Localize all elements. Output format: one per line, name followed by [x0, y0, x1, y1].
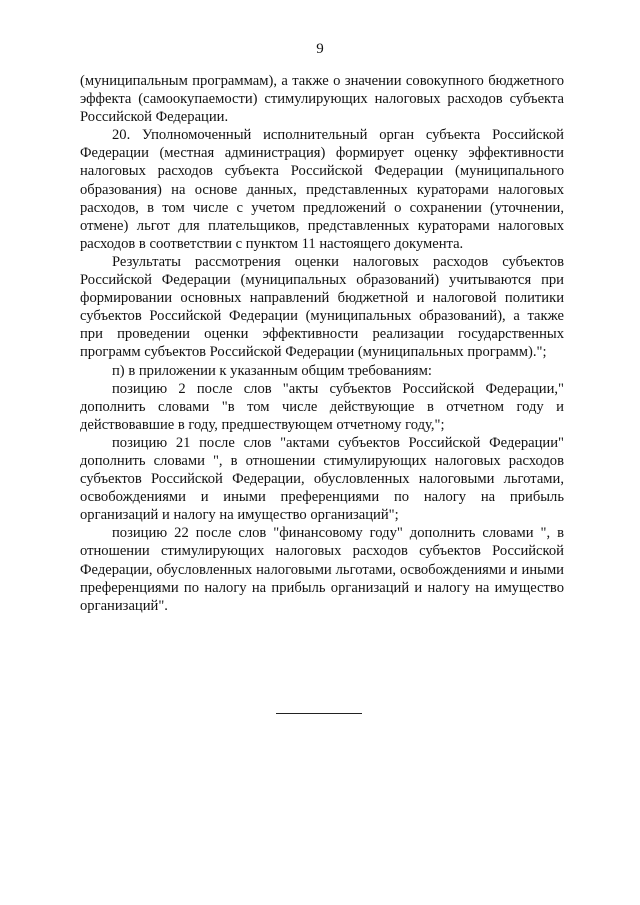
- paragraph-results: Результаты рассмотрения оценки налоговых расходов субъектов Российской Федерации (муниципальных образований) учитываются при формировании основных направлений бюджетной и налоговой политики субъектов Российской Федерации (муниципальных образований), а также при проведении оценки эффективности реализации государственных программ субъектов Российской Федерации (муниципальных программ).";: [80, 253, 564, 361]
- paragraph-position-22: позицию 22 после слов "финансовому году" дополнить словами ", в отношении стимулирующих налоговых расходов субъектов Российской Федерации, обусловленных налоговыми льготами, освобождениями и иными преференциями по налогу на прибыль организаций и налогу на имущество организаций".: [80, 525, 564, 614]
- paragraph-position-2: позицию 2 после слов "акты субъектов Российской Федерации," дополнить словами "в том числе действующие в отчетном году и действовавшие в году, предшествующем отчетному году,";: [80, 380, 564, 433]
- paragraph-continuation: (муниципальным программам), а также о значении совокупного бюджетного эффекта (самоокупаемости) стимулирующих налоговых расходов субъекта Российской Федерации.: [80, 73, 564, 126]
- paragraph-subitem-p: п) в приложении к указанным общим требованиям:: [112, 362, 432, 379]
- page-number: 9: [316, 41, 324, 57]
- document-body: [80, 72, 564, 615]
- paragraph-item-20: 20. Уполномоченный исполнительный орган субъекта Российской Федерации (местная администрация) формирует оценку эффективности налоговых расходов субъекта Российской Федерации (муниципального образования) на основе данных, представленных кураторами налоговых расходов, в том числе с учетом предложений о сохранении (уточнении, отмене) льгот для плательщиков, представленных кураторами налоговых расходов в соответствии с пунктом 11 настоящего документа.: [80, 127, 564, 252]
- paragraph-position-21: позицию 21 после слов "актами субъектов Российской Федерации" дополнить словами ", в отношении стимулирующих налоговых расходов субъектов Российской Федерации, обусловленных налоговыми льготами, освобождениями и иными преференциями по налогу на прибыль организаций и налогу на имущество организаций";: [80, 434, 564, 524]
- end-separator-line: [276, 713, 362, 714]
